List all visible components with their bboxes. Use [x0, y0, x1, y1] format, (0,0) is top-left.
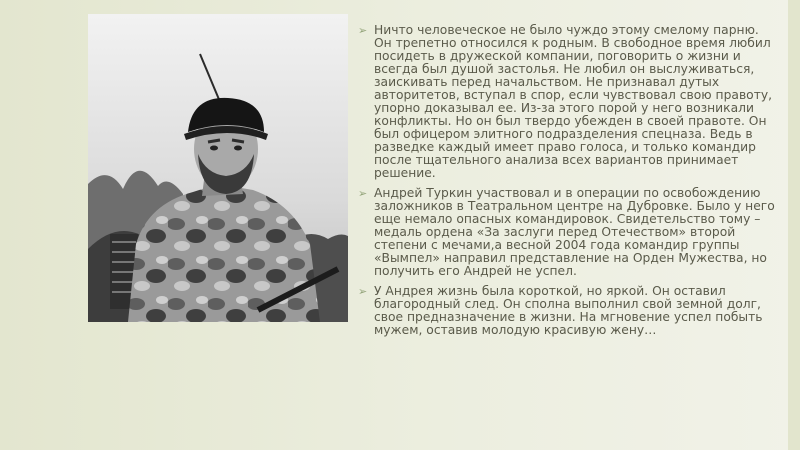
paragraph-2-text: Андрей Туркин участвовал и в операции по освобождению заложников в Театральном центре на Дубровке. Было у него еще немало опасных командировок. Свидетельство тому – медаль ордена «За заслуги перед Отечеством» второй степени с мечами,а весной 2004 года командир группы «Вымпел» направил представление на Орден Мужества, но получить его Андрей не успел. [374, 186, 775, 278]
paragraph-1 [358, 24, 778, 180]
slide-right-edge [788, 0, 800, 450]
arrow-bullet-icon: ➢ [358, 285, 368, 298]
text-block [358, 24, 778, 344]
arrow-bullet-icon: ➢ [358, 187, 368, 200]
paragraph-2 [358, 187, 778, 278]
soldier-photo [88, 14, 348, 322]
paragraph-1-text: Ничто человеческое не было чуждо этому смелому парню. Он трепетно относился к родным. В свободное время любил посидеть в дружеской компании, поговорить о жизни и всегда был душой застолья. Не любил он выслуживаться, заискивать перед начальством. Не признавал дутых авторитетов, вступал в спор, если чувствовал свою правоту, упорно доказывал ее. Из-за этого порой у него возникали конфликты. Но он был твердо убежден в своей правоте. Он был офицером элитного подразделения спецназа. Ведь в разведке каждый имеет право голоса, и только командир после тщательного анализа всех вариантов принимает решение. [374, 23, 773, 180]
paragraph-3-text: У Андрея жизнь была короткой, но яркой. Он оставил благородный след. Он сполна выполнил свой земной долг, свое предназначение в жизни. На мгновение успел побыть мужем, оставив молодую красивую жену… [374, 284, 763, 337]
arrow-bullet-icon: ➢ [358, 24, 368, 37]
paragraph-3 [358, 285, 778, 337]
